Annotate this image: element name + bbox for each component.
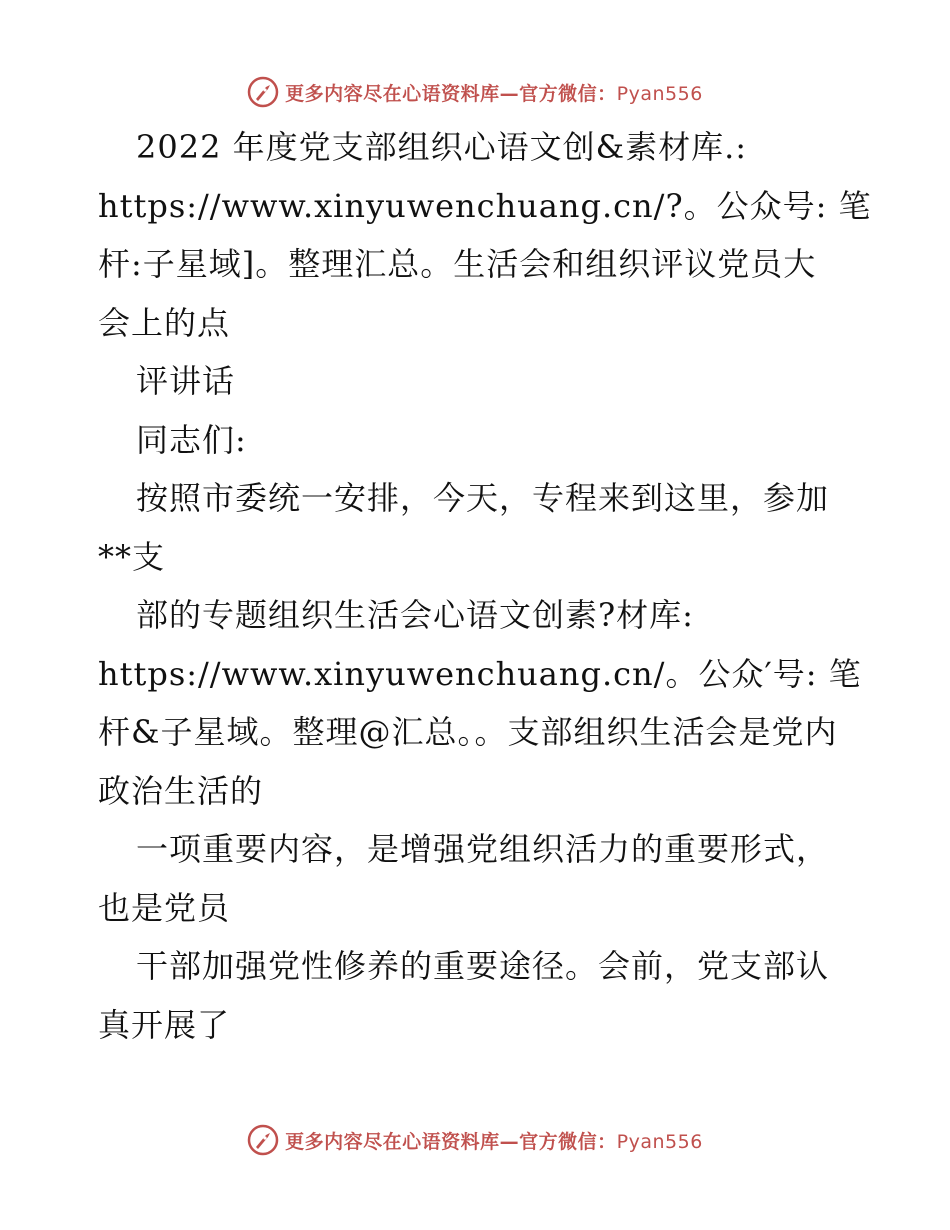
document-body — [98, 118, 872, 1054]
header-banner-text — [285, 79, 703, 106]
header-banner-content — [247, 76, 703, 108]
text-line: https://www.xinyuwenchuang.cn/。公众′号: 笔 — [98, 654, 862, 693]
text-line: 真开展了 — [98, 1005, 231, 1044]
footer-banner-text — [285, 1127, 703, 1154]
text-line: 一项重要内容，是增强党组织活力的重要形式， — [136, 830, 830, 868]
text-line: 同志们: — [136, 420, 247, 459]
banner-slogan: 更多内容尽在心语资料库—官方微信： — [285, 1130, 617, 1153]
text-line: **支 — [98, 537, 166, 576]
footer-banner — [0, 1120, 950, 1160]
footer-banner-content — [247, 1124, 703, 1156]
banner-slogan: 更多内容尽在心语资料库—官方微信： — [285, 82, 617, 105]
text-line: 杆&子星域。整理@汇总。。支部组织生活会是党内 — [98, 713, 838, 751]
text-line: https://www.xinyuwenchuang.cn/?。公众号: 笔 — [98, 186, 872, 225]
text-line: 2022 年度党支部组织心语文创&素材库.: — [136, 128, 748, 166]
text-line: 也是党员 — [98, 888, 231, 927]
text-line: 按照市委统一安排，今天，专程来到这里，参加 — [136, 479, 830, 517]
text-line: 政治生活的 — [98, 771, 264, 810]
text-line: 杆:子星域]。整理汇总。生活会和组织评议党员大 — [98, 245, 817, 283]
banner-wechat-id: Pyan556 — [616, 82, 703, 105]
text-line: 会上的点 — [98, 303, 231, 342]
pen-nib-icon — [247, 76, 279, 108]
text-line: 评讲话 — [136, 362, 236, 400]
banner-wechat-id: Pyan556 — [616, 1130, 703, 1153]
text-line: 部的专题组织生活会心语文创素?材库: — [136, 596, 694, 634]
header-banner — [0, 72, 950, 112]
pen-nib-icon — [247, 1124, 279, 1156]
text-line: 干部加强党性修养的重要途径。会前，党支部认 — [136, 947, 830, 985]
